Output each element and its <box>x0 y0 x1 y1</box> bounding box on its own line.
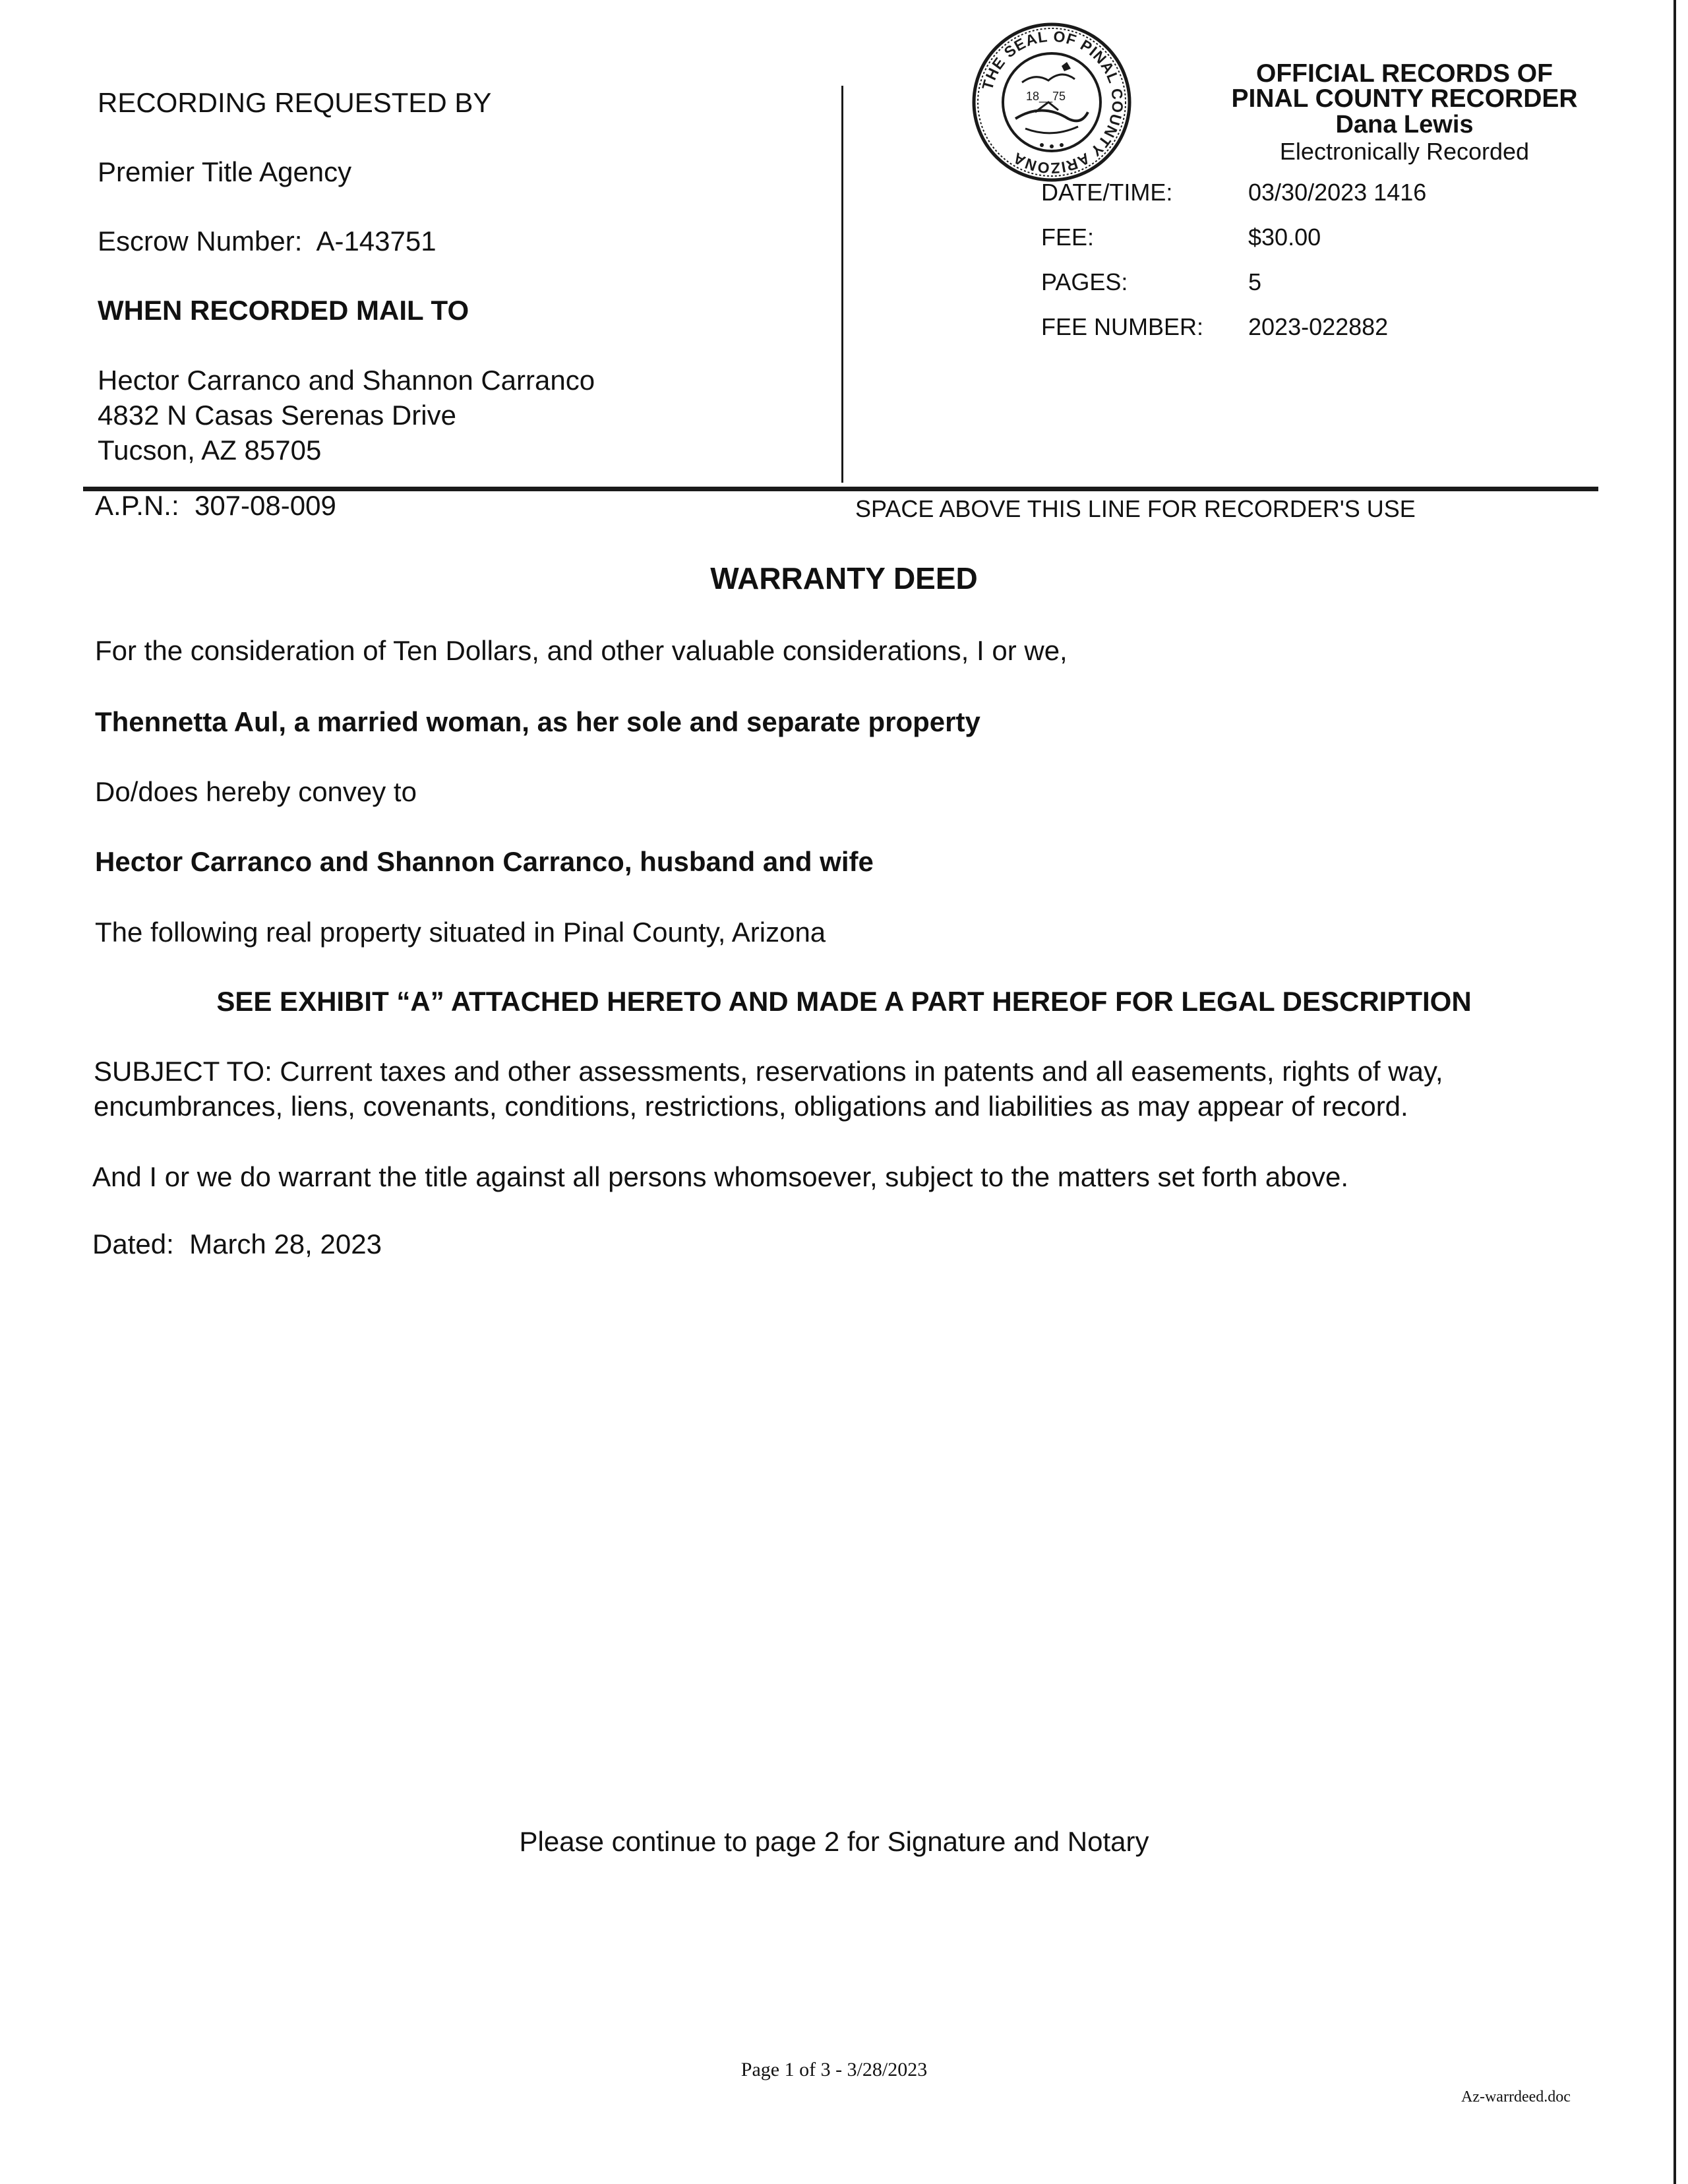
recorder-field-label: PAGES: <box>1041 268 1128 295</box>
svg-text:18__75: 18__75 <box>1026 90 1066 103</box>
recorder-space-note: SPACE ABOVE THIS LINE FOR RECORDER'S USE <box>855 495 1416 522</box>
grantor-text: Thennetta Aul, a married woman, as her sole and separate property <box>95 706 980 737</box>
page-edge-line <box>1673 0 1676 2184</box>
recorder-field-label: DATE/TIME: <box>1041 179 1173 206</box>
apn-label: A.P.N.: <box>95 490 179 521</box>
escrow-number-value: A-143751 <box>316 226 437 257</box>
document-title: WARRANTY DEED <box>710 561 978 595</box>
dated-label: Dated: <box>92 1228 174 1259</box>
mail-to-label: WHEN RECORDED MAIL TO <box>98 295 469 326</box>
escrow-number-line <box>98 225 437 258</box>
apn-value: 307-08-009 <box>194 490 336 521</box>
recorder-title-line2: PINAL COUNTY RECORDER <box>1231 84 1578 113</box>
recorder-field-value: 2023-022882 <box>1248 313 1389 340</box>
header-divider <box>841 86 843 483</box>
grantee-text: Hector Carranco and Shannon Carranco, husband and wife <box>95 846 874 877</box>
continue-note: Please continue to page 2 for Signature and Notary <box>519 1826 1149 1857</box>
mail-to-city: Tucson, AZ 85705 <box>98 435 322 466</box>
recorder-field-label: FEE NUMBER: <box>1041 313 1204 340</box>
recorder-title-line1: OFFICIAL RECORDS OF <box>1256 59 1553 88</box>
recording-requested-by-label: RECORDING REQUESTED BY <box>98 87 492 118</box>
subject-to-line1: SUBJECT TO: Current taxes and other assessments, reservations in patents and all easements, rights of way, <box>94 1056 1443 1087</box>
apn-line <box>95 489 336 522</box>
mail-to-name: Hector Carranco and Shannon Carranco <box>98 365 595 396</box>
recording-status: Electronically Recorded <box>1279 138 1530 165</box>
property-location-text: The following real property situated in Pinal County, Arizona <box>95 917 826 948</box>
subject-to-line2: encumbrances, liens, covenants, conditions, restrictions, obligations and liabilities as may appear of record. <box>94 1091 1408 1122</box>
consideration-text: For the consideration of Ten Dollars, and other valuable considerations, I or we, <box>95 635 1068 666</box>
mail-to-street: 4832 N Casas Serenas Drive <box>98 400 456 431</box>
recorder-field-value: $30.00 <box>1248 224 1321 251</box>
county-seal-stamp <box>969 20 1134 185</box>
dated-line <box>92 1228 382 1261</box>
exhibit-reference: SEE EXHIBIT “A” ATTACHED HERETO AND MADE A PART HEREOF FOR LEGAL DESCRIPTION <box>216 986 1472 1017</box>
dated-value: March 28, 2023 <box>189 1228 382 1259</box>
escrow-number-label: Escrow Number: <box>98 226 303 257</box>
convey-text: Do/does hereby convey to <box>95 776 417 807</box>
recorder-field-value: 5 <box>1248 268 1262 295</box>
recorder-name: Dana Lewis <box>1335 111 1474 138</box>
recorder-field-label: FEE: <box>1041 224 1095 251</box>
warranty-text: And I or we do warrant the title against all persons whomsoever, subject to the matters set forth above. <box>92 1161 1348 1192</box>
page-info: Page 1 of 3 - 3/28/2023 <box>740 2059 928 2080</box>
svg-text:THE SEAL OF PINAL COUNTY ARIZO: THE SEAL OF PINAL COUNTY ARIZONA <box>979 27 1127 177</box>
recorder-field-value: 03/30/2023 1416 <box>1248 179 1427 206</box>
requester-name: Premier Title Agency <box>98 156 352 187</box>
file-name: Az-warrdeed.doc <box>1461 2088 1571 2106</box>
